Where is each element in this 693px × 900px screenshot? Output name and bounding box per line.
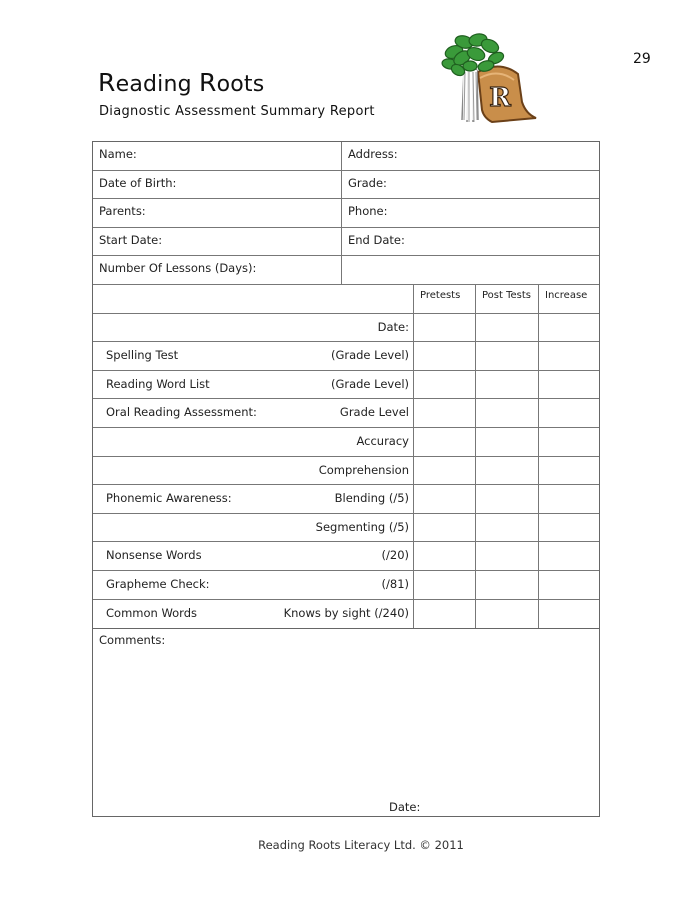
row-label — [93, 428, 414, 456]
increase-cell[interactable] — [539, 342, 599, 370]
table-row — [93, 428, 599, 457]
footer-copyright: Reading Roots Literacy Ltd. © 2011 — [258, 838, 464, 852]
test-measure: Segmenting (/5) — [315, 519, 409, 534]
increase-cell[interactable] — [539, 542, 599, 570]
grade-field[interactable]: Grade: — [348, 175, 387, 190]
test-name: Common Words — [106, 605, 198, 620]
comments-label: Comments: — [99, 633, 166, 648]
row-label — [93, 542, 414, 570]
test-name: Grapheme Check: — [106, 576, 210, 591]
table-row — [93, 371, 599, 400]
pretest-cell[interactable] — [414, 542, 476, 570]
comments-input[interactable] — [93, 649, 599, 798]
pretest-cell[interactable] — [414, 571, 476, 599]
post-test-cell[interactable] — [476, 485, 539, 513]
post-test-cell[interactable] — [476, 571, 539, 599]
address-field[interactable]: Address: — [348, 147, 398, 161]
post-test-cell[interactable] — [476, 399, 539, 427]
test-name: Nonsense Words — [106, 548, 202, 563]
increase-cell[interactable] — [539, 485, 599, 513]
title-cap-2: R — [198, 68, 217, 97]
results-header-blank — [93, 285, 414, 313]
increase-cell[interactable] — [539, 457, 599, 485]
info-row-dob — [93, 171, 599, 200]
increase-cell[interactable] — [539, 514, 599, 542]
phone-field[interactable]: Phone: — [348, 204, 388, 219]
title-cap-1: R — [98, 68, 116, 97]
end-date-field[interactable]: End Date: — [348, 232, 405, 247]
row-label — [93, 485, 414, 513]
test-measure: (/20) — [381, 548, 409, 563]
post-test-cell[interactable] — [476, 600, 539, 629]
test-measure: Blending (/5) — [334, 491, 409, 506]
post-test-cell[interactable] — [476, 428, 539, 456]
row-label — [93, 371, 414, 399]
title-rest-2: oots — [216, 72, 265, 97]
column-header-increase: Increase — [545, 289, 588, 301]
info-row-lessons — [93, 256, 599, 285]
column-header-pretests: Pretests — [414, 285, 476, 313]
table-row — [93, 399, 599, 428]
comments-date-label[interactable]: Date: — [389, 800, 421, 815]
post-test-cell[interactable] — [476, 542, 539, 570]
table-row — [93, 542, 599, 571]
pretest-cell[interactable] — [414, 371, 476, 399]
info-row-parents — [93, 199, 599, 228]
table-row — [93, 600, 599, 629]
table-row — [93, 485, 599, 514]
pretest-cell[interactable] — [414, 485, 476, 513]
test-measure: Comprehension — [318, 462, 409, 477]
post-test-cell[interactable] — [476, 314, 539, 342]
test-name: Reading Word List — [106, 376, 210, 391]
test-measure: Knows by sight (/240) — [283, 605, 409, 620]
pretest-cell[interactable] — [414, 514, 476, 542]
test-name: Spelling Test — [106, 348, 179, 363]
table-row — [93, 514, 599, 543]
post-test-cell[interactable] — [476, 457, 539, 485]
logo-letter: R — [489, 83, 511, 113]
test-measure: (/81) — [381, 576, 409, 591]
date-of-birth-field[interactable]: Date of Birth: — [93, 171, 342, 199]
row-label — [93, 600, 414, 629]
table-row — [93, 342, 599, 371]
pretest-cell[interactable] — [414, 399, 476, 427]
post-test-cell[interactable] — [476, 342, 539, 370]
pretest-cell[interactable] — [414, 457, 476, 485]
test-measure: Accuracy — [356, 433, 409, 448]
page-subtitle: Diagnostic Assessment Summary Report — [99, 104, 375, 119]
pretest-cell[interactable] — [414, 314, 476, 342]
row-label — [93, 514, 414, 542]
test-measure: Grade Level — [339, 405, 409, 420]
number-of-lessons-field[interactable]: Number Of Lessons (Days): — [93, 256, 342, 284]
column-header-post-tests: Post Tests — [476, 285, 539, 313]
test-name: Phonemic Awareness: — [106, 491, 232, 506]
increase-cell[interactable] — [539, 571, 599, 599]
increase-cell[interactable] — [539, 371, 599, 399]
assessment-form — [92, 141, 600, 817]
increase-cell[interactable] — [539, 399, 599, 427]
number-of-lessons-value[interactable] — [342, 256, 599, 284]
increase-cell[interactable] — [539, 428, 599, 456]
page-number: 29 — [633, 51, 651, 67]
increase-cell[interactable] — [539, 314, 599, 342]
pretest-cell[interactable] — [414, 342, 476, 370]
start-date-field[interactable]: Start Date: — [93, 228, 342, 256]
table-row — [93, 571, 599, 600]
row-label — [93, 571, 414, 599]
post-test-cell[interactable] — [476, 514, 539, 542]
row-label — [93, 457, 414, 485]
title-rest-1: eading — [115, 72, 199, 97]
increase-cell[interactable] — [539, 600, 599, 629]
page-title — [98, 68, 264, 97]
tree-book-logo-icon — [440, 30, 540, 125]
name-field[interactable]: Name: — [93, 142, 342, 170]
comments-section — [93, 629, 599, 816]
results-rows — [93, 314, 599, 630]
results-header-row — [93, 285, 599, 314]
pretest-cell[interactable] — [414, 600, 476, 629]
info-row-dates — [93, 228, 599, 257]
parents-field[interactable]: Parents: — [93, 199, 342, 227]
test-name: Oral Reading Assessment: — [106, 405, 257, 420]
test-measure: (Grade Level) — [330, 348, 409, 363]
test-measure: (Grade Level) — [330, 376, 409, 391]
table-row — [93, 457, 599, 486]
row-label — [93, 399, 414, 427]
test-measure: Date: — [377, 319, 409, 334]
pretest-cell[interactable] — [414, 428, 476, 456]
row-label — [93, 314, 414, 342]
info-row-name — [93, 142, 599, 171]
table-row — [93, 314, 599, 343]
row-label — [93, 342, 414, 370]
post-test-cell[interactable] — [476, 371, 539, 399]
